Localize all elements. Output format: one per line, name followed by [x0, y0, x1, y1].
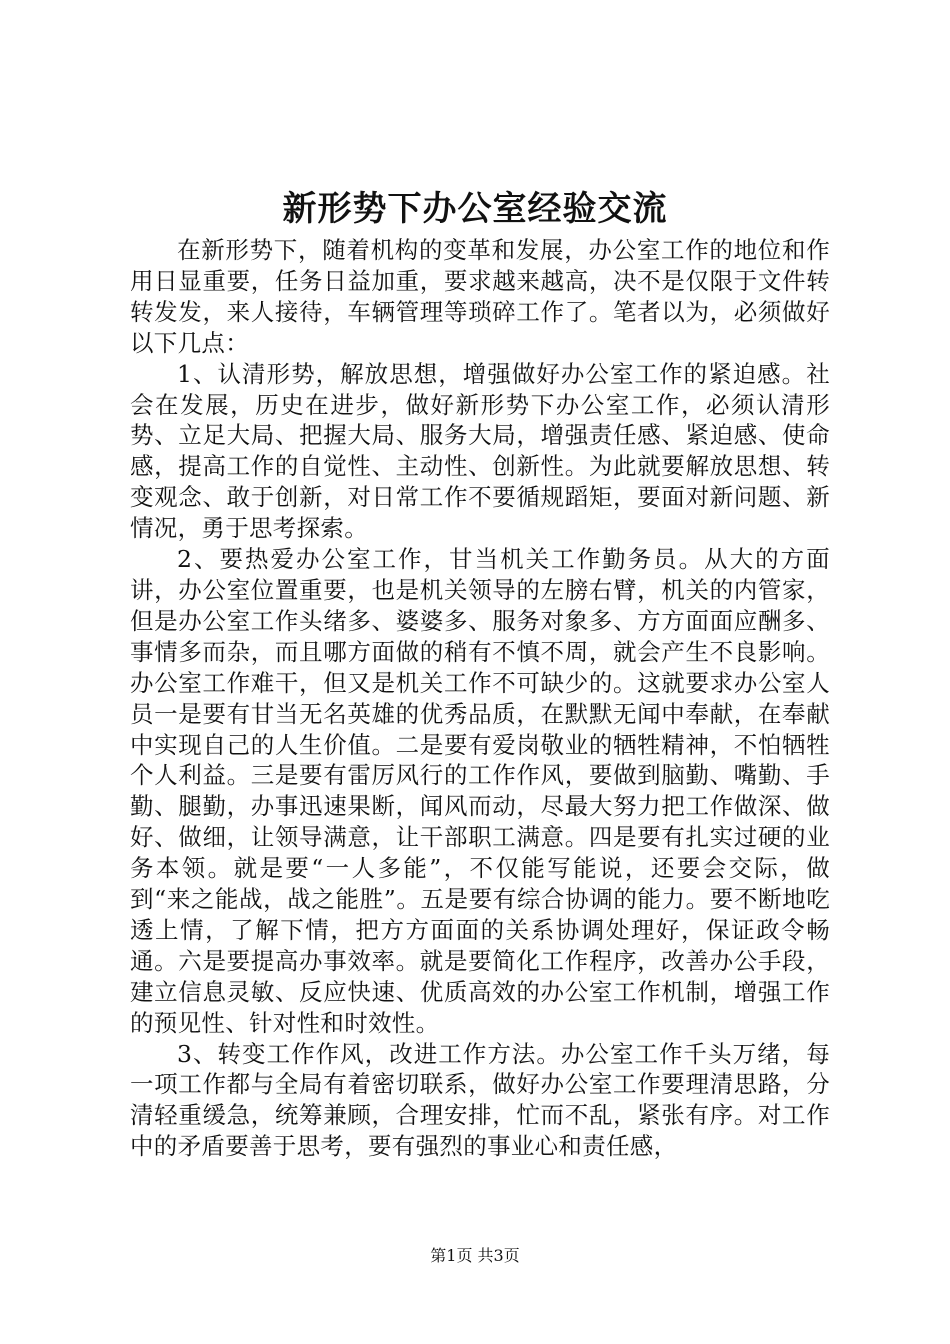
paragraph-point-1: 1、认清形势，解放思想，增强做好办公室工作的紧迫感。社会在发展，历史在进步，做好新形势下办公室工作，必须认清形势、立足大局、把握大局、服务大局，增强责任感、紧迫感、使命感，提高工作的自觉性、主动性、创新性。为此就要解放思想、转变观念、敢于创新，对日常工作不要循规蹈矩，要面对新问题、新情况，勇于思考探索。 — [130, 359, 830, 543]
paragraph-point-2: 2、要热爱办公室工作，甘当机关工作勤务员。从大的方面讲，办公室位置重要，也是机关领导的左膀右臂，机关的内管家，但是办公室工作头绪多、婆婆多、服务对象多、方方面面应酬多、事情多而杂，而且哪方面做的稍有不慎不周，就会产生不良影响。办公室工作难干，但又是机关工作不可缺少的。这就要求办公室人员一是要有甘当无名英雄的优秀品质，在默默无闻中奉献，在奉献中实现自己的人生价值。二是要有爱岗敬业的牺牲精神，不怕牺牲个人利益。三是要有雷厉风行的工作作风，要做到脑勤、嘴勤、手勤、腿勤，办事迅速果断，闻风而动，尽最大努力把工作做深、做好、做细，让领导满意，让干部职工满意。四是要有扎实过硬的业务本领。就是要“一人多能”，不仅能写能说，还要会交际，做到“来之能战，战之能胜”。五是要有综合协调的能力。要不断地吃透上情，了解下情，把方方面面的关系协调处理好，保证政令畅通。六是要提高办事效率。就是要简化工作程序，改善办公手段，建立信息灵敏、反应快速、优质高效的办公室工作机制，增强工作的预见性、针对性和时效性。 — [130, 545, 830, 1037]
document-body — [130, 235, 830, 1162]
document-title: 新形势下办公室经验交流 — [282, 189, 668, 229]
paragraph-intro: 在新形势下，随着机构的变革和发展，办公室工作的地位和作用日显重要，任务日益加重，要求越来越高，决不是仅限于文件转转发发，来人接待，车辆管理等琐碎工作了。笔者以为，必须做好以下几点： — [130, 236, 830, 357]
page-number-footer: 第1页 共3页 — [430, 1246, 520, 1265]
paragraph-point-3: 3、转变工作作风，改进工作方法。办公室工作千头万绪，每一项工作都与全局有着密切联系，做好办公室工作要理清思路，分清轻重缓急，统筹兼顾，合理安排，忙而不乱，紧张有序。对工作中的矛盾要善于思考，要有强烈的事业心和责任感， — [130, 1039, 830, 1161]
